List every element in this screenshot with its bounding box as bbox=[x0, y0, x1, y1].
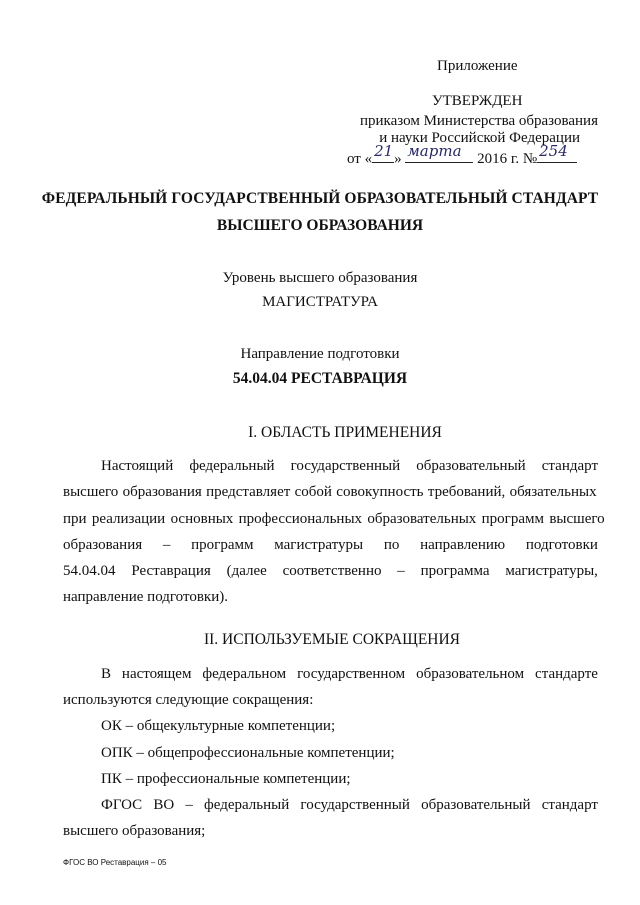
order-day-blank bbox=[372, 142, 394, 163]
training-direction-label: Направление подготовки bbox=[240, 346, 400, 362]
order-mid: » bbox=[394, 151, 402, 167]
abbreviation-item: ОК – общекультурные компетенции; bbox=[101, 718, 336, 734]
order-prefix: от « bbox=[347, 151, 373, 167]
order-number-handwritten: 254 bbox=[539, 142, 568, 160]
section-2-intro-line: В настоящем федеральном государственном образовательном стандарте bbox=[101, 666, 598, 682]
order-date-line bbox=[347, 142, 577, 168]
document-title-line-1: ФЕДЕРАЛЬНЫЙ ГОСУДАРСТВЕННЫЙ ОБРАЗОВАТЕЛЬНЫЙ СТАНДАРТ bbox=[41, 190, 599, 207]
abbreviation-item: ФГОС ВО – федеральный государственный образовательный стандарт bbox=[101, 797, 598, 813]
section-1-heading: I. ОБЛАСТЬ ПРИМЕНЕНИЯ bbox=[248, 424, 442, 441]
education-level-label: Уровень высшего образования bbox=[222, 270, 418, 286]
order-line-2: и науки Российской Федерации bbox=[379, 130, 580, 146]
training-direction-value: 54.04.04 РЕСТАВРАЦИЯ bbox=[232, 370, 408, 387]
abbreviation-item-continuation: высшего образования; bbox=[63, 823, 206, 839]
order-number-blank bbox=[537, 142, 577, 163]
section-1-line: Настоящий федеральный государственный образовательный стандарт bbox=[101, 458, 598, 474]
section-1-line: высшего образования представляет собой совокупность требований, обязательных bbox=[63, 484, 597, 500]
education-level-value: МАГИСТРАТУРА bbox=[262, 294, 378, 310]
section-1-line: направление подготовки). bbox=[63, 589, 228, 605]
order-line-1: приказом Министерства образования bbox=[360, 113, 598, 129]
abbreviation-item: ПК – профессиональные компетенции; bbox=[101, 771, 351, 787]
approved-label: УТВЕРЖДЕН bbox=[432, 93, 523, 109]
order-day-handwritten: 21 bbox=[374, 142, 394, 160]
section-1-line: при реализации основных профессиональных образовательных программ высшего bbox=[63, 511, 605, 527]
order-year: 2016 г. № bbox=[477, 151, 538, 167]
appendix-label: Приложение bbox=[437, 58, 518, 74]
document-title-line-2: ВЫСШЕГО ОБРАЗОВАНИЯ bbox=[216, 217, 424, 234]
section-2-intro-line: используются следующие сокращения: bbox=[63, 692, 314, 708]
abbreviation-item: ОПК – общепрофессиональные компетенции; bbox=[101, 745, 395, 761]
order-month-handwritten: марта bbox=[407, 142, 462, 160]
section-2-heading: II. ИСПОЛЬЗУЕМЫЕ СОКРАЩЕНИЯ bbox=[203, 631, 461, 648]
page-footer: ФГОС ВО Реставрация – 05 bbox=[63, 858, 167, 867]
order-month-blank bbox=[405, 142, 473, 163]
section-1-line: 54.04.04 Реставрация (далее соответственно – программа магистратуры, bbox=[63, 563, 598, 579]
section-1-line: образования – программ магистратуры по направлению подготовки bbox=[63, 537, 598, 553]
